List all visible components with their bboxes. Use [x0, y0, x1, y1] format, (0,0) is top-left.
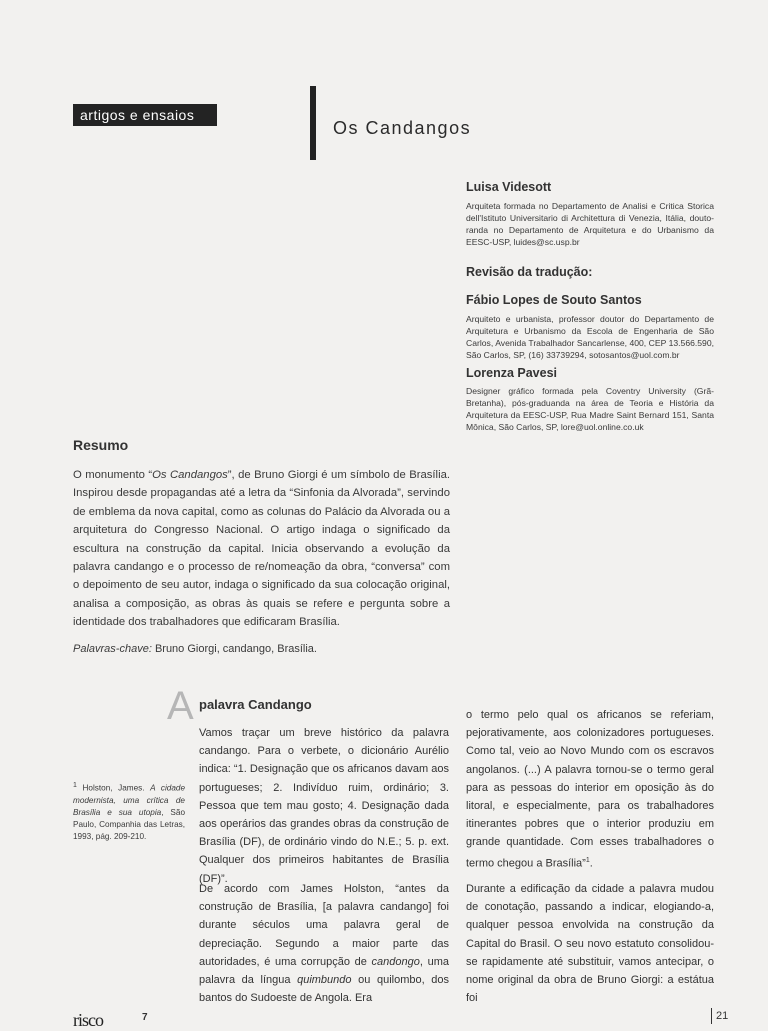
body-text-part: . — [589, 857, 593, 870]
revision-heading-text: Revisão da tradução: — [466, 265, 593, 279]
footnote-text-part: , São Paulo, Companhia das Letras, 1993, pág. 209-210. — [73, 807, 185, 841]
page-number: 21 — [716, 1010, 729, 1022]
author-name: Luisa Videsott — [466, 180, 552, 194]
journal-logo: risco — [73, 1010, 103, 1030]
body-text-part: o termo pelo qual os africanos se referiam, pejorativamente, aos colonizadores portugueses. Como tal, veio ao Novo Mundo com os escravos angolanos. (...) A palavra tornou-se o termo geral para as pessoas do interior em oposição às do litoral, e especialmente, para os trabalhadores itinerantes pobres que o interior produziu em grande quantidade. Com esses trabalhadores o termo chegou a Brasília” — [466, 709, 714, 870]
keywords-label: Palavras-chave: — [73, 643, 152, 655]
reviewer2-name: Lorenza Pavesi — [466, 366, 558, 380]
footnote — [73, 780, 185, 843]
body-col2-p2: Durante a edificação da cidade a palavra mudou de conotação, passando a indicar, elogiando-a, qualquer pessoa envolvida na construção da Capital do Brasil. O seu novo estatuto consolidou-se rapidamente até substituir, vamos antecipar, o nome original da obra de Bruno Giorgi: a estátua foi — [466, 883, 714, 1005]
revision-heading — [466, 265, 714, 279]
page-number-divider — [711, 1008, 712, 1024]
author-block — [466, 180, 714, 248]
body-text-part: De acordo com James Holston, “antes da construção de Brasília, [a palavra candango] foi durante séculos uma palavra geral de depreciação. Segundo a maior parte das autoridades, é uma corrupção de — [199, 883, 449, 968]
abstract-text — [73, 466, 450, 632]
body-text-part: , uma palavra da língua — [199, 955, 449, 987]
reviewer1-name: Fábio Lopes de Souto Santos — [466, 293, 642, 307]
abstract-monument-name: Os Candangos — [152, 469, 228, 481]
reviewer1-block — [466, 293, 714, 361]
reviewer1-bio: Arquiteto e urbanista, professor doutor do Departamento de Arquitetura e Urbanismo da Escola de Engenharia de São Carlos, Avenida Trabalhador Sancarlense, 400, CEP 13.566.590, São Carlos, SP, (16) 33739294, sotosantos@uol.com.br — [466, 314, 714, 360]
abstract-heading: Resumo — [73, 437, 129, 453]
section-tag: artigos e ensaios — [73, 104, 217, 126]
drop-cap: A — [167, 684, 194, 728]
footnote-number: 1 — [73, 782, 77, 789]
footnote-text-part: Holston, James. — [76, 783, 151, 793]
keywords-list: Bruno Giorgi, candango, Brasília. — [154, 643, 317, 655]
abstract-text-part: O monumento “ — [73, 469, 153, 481]
body-italic-term: candongo — [371, 955, 420, 968]
body-col1-p2 — [199, 880, 449, 1007]
article-title: Os Candangos — [333, 118, 472, 138]
body-col1-p1: Vamos traçar um breve histórico da palavra candango. Para o verbete, o dicionário Aurélio indica: “1. Designação que os africanos davam aos portugueses; 2. Indivíduo ruim, ordinário; 3. Pessoa que tem mau gosto; 4. Designação dada aos operários das grandes obras da construção de Brasília (DF), de ordinário vindo do N.E.; 5. p. ext. Qualquer dos primeiros habitantes de Brasília (DF)”. — [199, 727, 449, 885]
abstract-text-part: ”, de Bruno Giorgi é um símbolo de Brasília. Inspirou desde propagandas até a letra da “Sinfonia da Alvorada”, servindo de emblema da nova capital, como as colunas do Palácio da Alvorada ou a arquitetura do Congresso Nacional. O artigo indaga o significado da escultura na construção da capital. Inicia observando a evolução da palavra candango e o processo de re/nomeação da obra, “conversa” com o depoimento de seu autor, indaga o significado da sua colocação original, analisa a composição, as obras às quais se refere e pergunta sobre a identidade dos trabalhadores que edificaram Brasília. — [73, 469, 450, 629]
body-italic-term: quimbundo — [297, 974, 352, 987]
keywords — [73, 643, 317, 655]
body-text-part: ou quilombo, dos bantos do Sudoeste de Angola. Era — [199, 974, 449, 1005]
body-col2-p1 — [466, 706, 714, 872]
title-divider — [310, 86, 316, 160]
reviewer2-block — [466, 366, 714, 433]
reviewer2-bio: Designer gráfico formada pela Coventry University (Grã-Bretanha), pós-graduanda na área de Teoria e História da Arquitetura da EESC-USP, Rua Madre Saint Bernard 151, Santa Mônica, São Carlos, SP, lore@uol.online.co.uk — [466, 386, 714, 432]
issue-number: 7 — [142, 1012, 148, 1023]
author-bio: Arquiteta formada no Departamento de Analisi e Critica Storica dell'Istituto Universitario di Architettura di Venezia, Itália, douto-randa no Departamento de Arquitetura e do Urbanismo da EESC-USP, luides@sc.usp.br — [466, 201, 714, 247]
section-heading: palavra Candango — [199, 697, 312, 712]
footnote-book-title: A cidade modernista, uma crítica de Brasília e sua utopia — [73, 783, 186, 817]
footnote-ref[interactable]: 1 — [585, 856, 590, 864]
